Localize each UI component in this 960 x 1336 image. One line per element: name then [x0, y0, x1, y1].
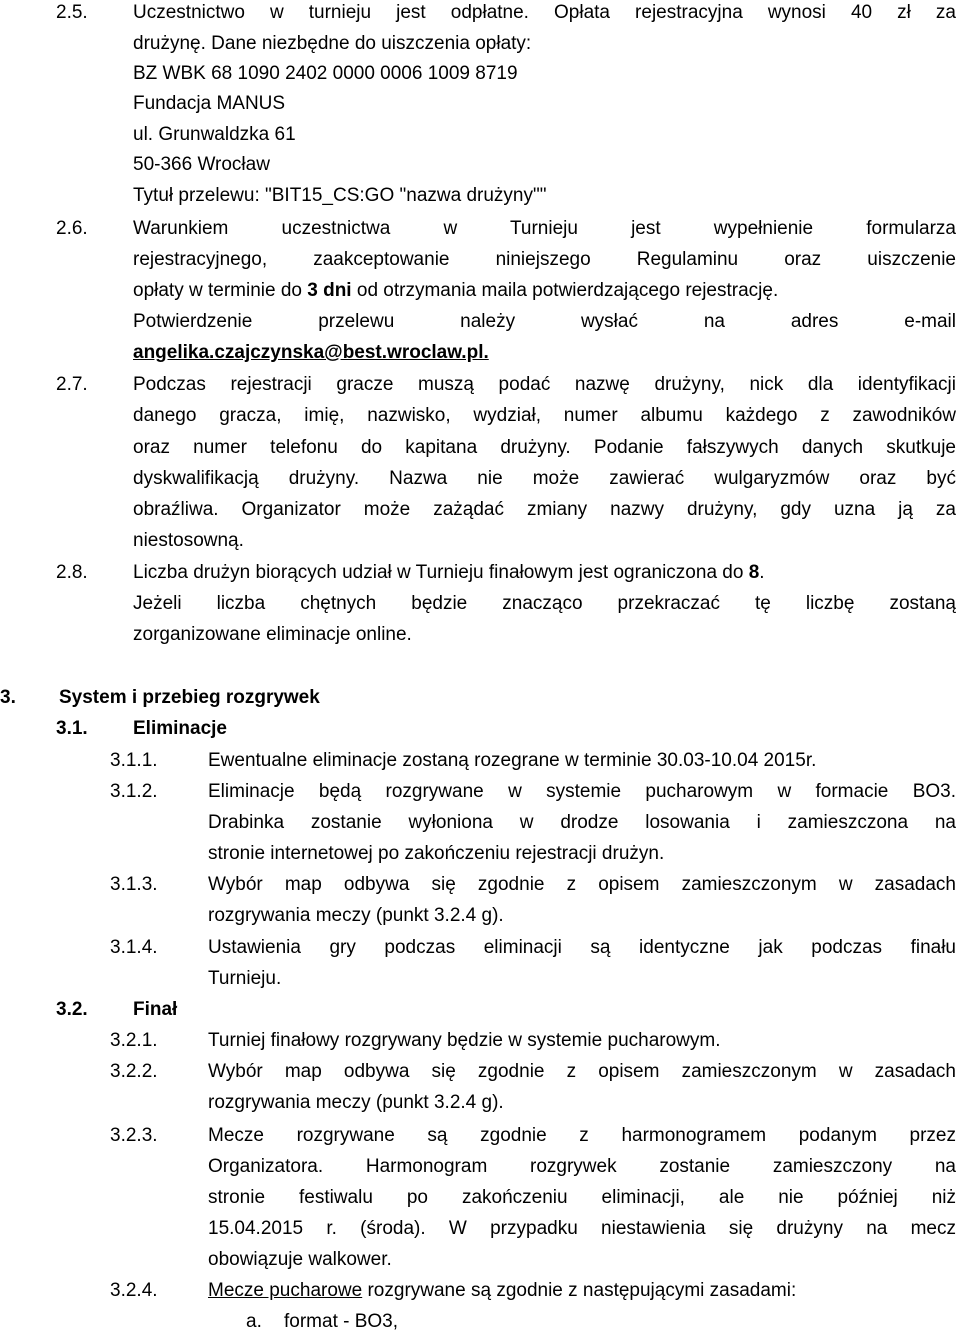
paragraph-line: Drabinka zostanie wyłoniona w drodze losowania i zamieszczona na: [208, 812, 956, 833]
subsection-number: 3.1.: [56, 718, 88, 739]
paragraph-line: rejestracyjnego, zaakceptowanie niniejszego Regulaminu oraz uiszczenie: [133, 249, 956, 270]
team-limit-emphasis: 8: [748, 562, 760, 583]
bank-account-number: BZ WBK 68 1090 2402 0000 0006 1009 8719: [133, 63, 518, 84]
paragraph-line: Ewentualne eliminacje zostaną rozegrane w terminie 30.03-10.04 2015r.: [208, 750, 817, 771]
item-number: 3.1.3.: [110, 874, 158, 895]
text-run: opłaty w terminie do: [133, 280, 308, 301]
paragraph-line: Organizatora. Harmonogram rozgrywek zostanie zamieszczony na: [208, 1156, 956, 1177]
item-number: 3.2.2.: [110, 1061, 158, 1082]
paragraph-line: Eliminacje będą rozgrywane w systemie pucharowym w formacie BO3.: [208, 781, 956, 802]
paragraph-line: Mecze rozgrywane są zgodnie z harmonogramem podanym przez: [208, 1125, 956, 1146]
list-item: format - BO3,: [284, 1311, 399, 1332]
paragraph-line: obowiązuje walkower.: [208, 1249, 392, 1270]
paragraph-line: danego gracza, imię, nazwisko, wydział, numer albumu każdego z zawodników: [133, 405, 956, 426]
subsection-heading: Finał: [133, 999, 178, 1020]
item-number: 3.1.4.: [110, 937, 158, 958]
underlined-term: Mecze pucharowe: [208, 1280, 363, 1301]
item-number: 3.2.4.: [110, 1280, 158, 1301]
section-number: 2.6.: [56, 218, 88, 239]
recipient-city: 50-366 Wrocław: [133, 154, 270, 175]
paragraph-line: zorganizowane eliminacje online.: [133, 624, 412, 645]
paragraph-line: rozgrywania meczy (punkt 3.2.4 g).: [208, 905, 504, 926]
text-run: .: [759, 562, 765, 583]
paragraph-line: stronie internetowej po zakończeniu rejestracji drużyn.: [208, 843, 665, 864]
paragraph-line: Turniej finałowy rozgrywany będzie w systemie pucharowym.: [208, 1030, 721, 1051]
section-heading-number: 3.: [0, 687, 16, 708]
subsection-heading: Eliminacje: [133, 718, 227, 739]
paragraph-line: Jeżeli liczba chętnych będzie znacząco przekraczać tę liczbę zostaną: [133, 593, 956, 614]
paragraph-line: Potwierdzenie przelewu należy wysłać na adres e-mail: [133, 311, 956, 332]
item-number: 3.2.1.: [110, 1030, 158, 1051]
paragraph-line: Turnieju.: [208, 968, 282, 989]
text-run: rozgrywane są zgodnie z następującymi zasadami:: [362, 1280, 797, 1301]
transfer-title: Tytuł przelewu: "BIT15_CS:GO "nazwa drużyny"": [133, 185, 547, 206]
paragraph-line: stronie festiwalu po zakończeniu eliminacji, ale nie później niż: [208, 1187, 956, 1208]
paragraph-line: 15.04.2015 r. (środa). W przypadku niestawienia się drużyny na mecz: [208, 1218, 956, 1239]
paragraph-line: Wybór map odbywa się zgodnie z opisem zamieszczonym w zasadach: [208, 1061, 956, 1082]
recipient-name: Fundacja MANUS: [133, 93, 286, 114]
paragraph-line: [208, 1279, 796, 1303]
paragraph-line: Warunkiem uczestnictwa w Turnieju jest wypełnienie formularza: [133, 218, 956, 239]
section-number: 2.5.: [56, 2, 88, 23]
paragraph-line: obraźliwa. Organizator może zażądać zmiany nazwy drużyny, gdy uzna ją za: [133, 499, 956, 520]
paragraph-line: oraz numer telefonu do kapitana drużyny. Podanie fałszywych danych skutkuje: [133, 437, 956, 458]
email-link[interactable]: angelika.czajczynska@best.wroclaw.pl.: [133, 342, 489, 363]
paragraph-line: dyskwalifikacją drużyny. Nazwa nie może zawierać wulgaryzmów oraz być: [133, 468, 956, 489]
paragraph-line: rozgrywania meczy (punkt 3.2.4 g).: [208, 1092, 504, 1113]
item-number: 3.1.1.: [110, 750, 158, 771]
paragraph-line: Podczas rejestracji gracze muszą podać nazwę drużyny, nick dla identyfikacji: [133, 374, 956, 395]
subsection-number: 3.2.: [56, 999, 88, 1020]
paragraph-line: niestosowną.: [133, 530, 244, 551]
section-heading: System i przebieg rozgrywek: [59, 687, 320, 708]
section-number: 2.8.: [56, 562, 88, 583]
paragraph-line: Wybór map odbywa się zgodnie z opisem zamieszczonym w zasadach: [208, 874, 956, 895]
section-number: 2.7.: [56, 374, 88, 395]
recipient-street: ul. Grunwaldzka 61: [133, 124, 296, 145]
paragraph-line: Uczestnictwo w turnieju jest odpłatne. Opłata rejestracyjna wynosi 40 zł za: [133, 2, 956, 23]
item-number: 3.1.2.: [110, 781, 158, 802]
list-letter: a.: [246, 1311, 262, 1332]
paragraph-line: [133, 561, 765, 585]
item-number: 3.2.3.: [110, 1125, 158, 1146]
text-run: od otrzymania maila potwierdzającego rejestrację.: [351, 280, 779, 301]
deadline-emphasis: 3 dni: [307, 280, 352, 301]
paragraph-line: drużynę. Dane niezbędne do uiszczenia opłaty:: [133, 33, 532, 54]
text-run: Liczba drużyn biorących udział w Turnieju finałowym jest ograniczona do: [133, 562, 749, 583]
paragraph-line: [133, 279, 778, 303]
paragraph-line: Ustawienia gry podczas eliminacji są identyczne jak podczas finału: [208, 937, 956, 958]
